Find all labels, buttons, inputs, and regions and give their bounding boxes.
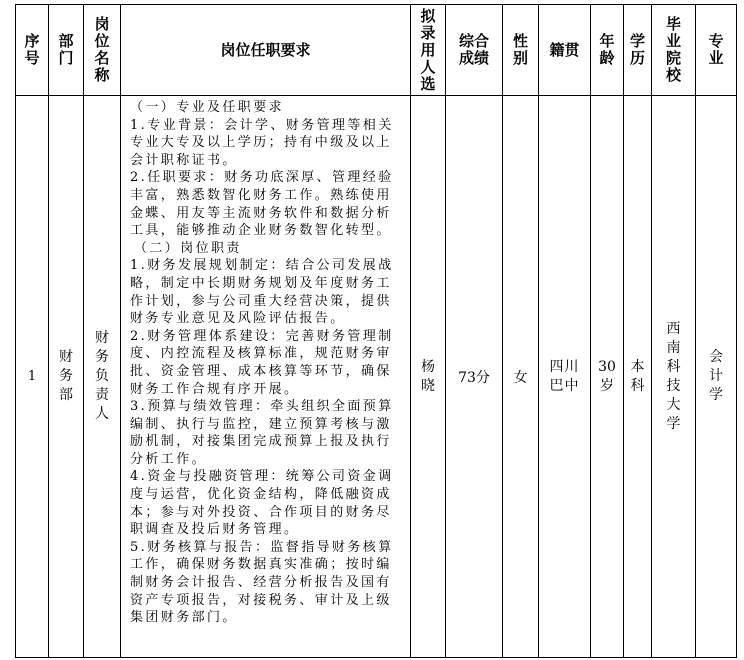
duty-item: 2.财务管理体系建设：完善财务管理制度、内控流程及核算标准，规范财务审批、资金管理、成本核算等环节，确保财务工作合规有序开展。 (130, 328, 394, 397)
requirement-item: 1.专业背景：会计学、财务管理等相关专业大专及以上学历；持有中级及以上会计职称证书。 (130, 117, 394, 168)
header-position: 岗位名称 (84, 5, 121, 96)
header-requirements: 岗位任职要求 (121, 5, 411, 96)
cell-requirements (121, 96, 411, 658)
cell-education: 本科 (624, 96, 652, 658)
requirement-item: 2.任职要求：财务功底深厚、管理经验丰富，熟悉数智化财务工作。熟练使用金蝶、用友等主流财务软件和数据分析工具，能够推动企业财务数智化转型。 (130, 170, 394, 239)
cell-seq: 1 (16, 96, 49, 658)
header-school: 毕业院校 (652, 5, 696, 96)
duty-item: 5.财务核算与报告：监督指导财务核算工作，确保财务数据真实准确；按时编制财务会计报告、经营分析报告及国有资产专项报告，对接税务、审计及上级集团财务部门。 (130, 539, 394, 626)
requirement-heading-2: （二）岗位职责 (134, 240, 242, 256)
header-dept: 部门 (49, 5, 84, 96)
cell-major: 会计学 (696, 96, 737, 658)
header-score: 综合成绩 (446, 5, 503, 96)
recruitment-table (15, 4, 737, 658)
cell-gender: 女 (503, 96, 539, 658)
cell-school: 西南科技大学 (652, 96, 696, 658)
header-major: 专业 (696, 5, 737, 96)
cell-age: 30岁 (591, 96, 624, 658)
header-seq: 序号 (16, 5, 49, 96)
cell-position: 财务负责人 (84, 96, 121, 658)
requirement-heading-1: （一）专业及任职要求 (130, 100, 285, 115)
table-row (16, 96, 737, 658)
header-candidate: 拟录用人选 (411, 5, 446, 96)
cell-score: 73分 (446, 96, 503, 658)
duty-item: 3.预算与绩效管理：牵头组织全面预算编制、执行与监控，建立预算考核与激励机制，对接集团完成预算上报及执行分析工作。 (130, 399, 394, 467)
header-education: 学历 (624, 5, 652, 96)
duty-item: 1.财务发展规划制定：结合公司发展战略，制定中长期财务规划及年度财务工作计划，参与公司重大经营决策，提供财务专业意见及风险评估报告。 (130, 258, 394, 327)
header-gender: 性别 (503, 5, 539, 96)
header-row (16, 5, 737, 96)
header-age: 年龄 (591, 5, 624, 96)
header-origin: 籍贯 (539, 5, 591, 96)
cell-dept: 财务部 (49, 96, 84, 658)
duty-item: 4.资金与投融资管理：统筹公司资金调度与运营，优化资金结构，降低融资成本；参与对外投资、合作项目的财务尽职调查及投后财务管理。 (130, 469, 394, 538)
cell-origin: 四川巴中 (539, 96, 591, 658)
cell-candidate: 杨晓 (411, 96, 446, 658)
